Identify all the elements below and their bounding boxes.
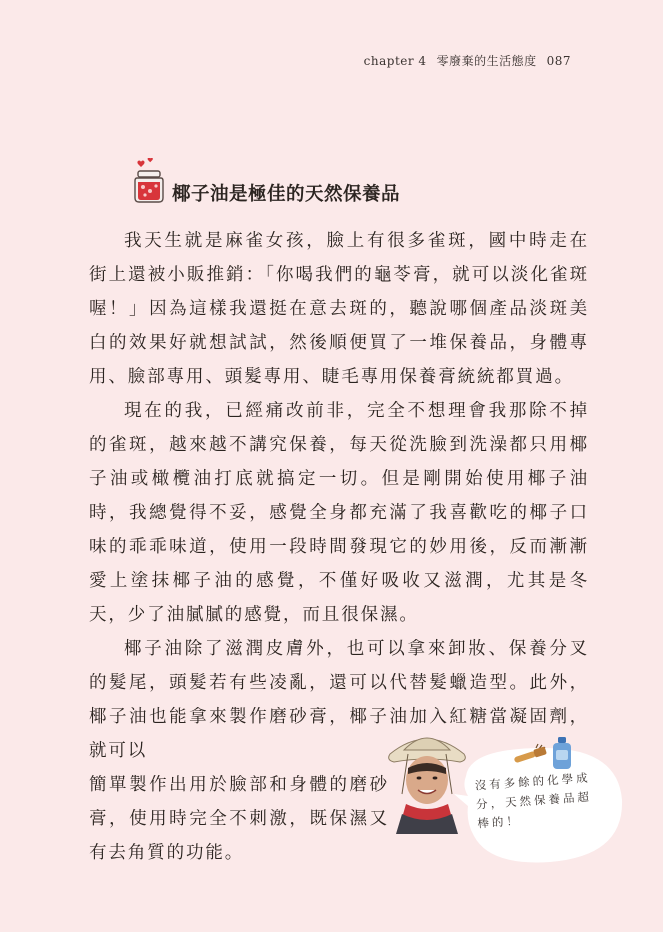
section-title: 椰子油是極佳的天然保養品: [172, 184, 401, 205]
page-number: 087: [546, 54, 571, 68]
coconut-oil-jar-icon: [128, 158, 168, 204]
paragraph-2: 現在的我，已經痛改前非，完全不想理會我那除不掉的雀斑，越來越不講究保養，每天從洗臉到洗澡都只用椰子油或橄欖油打底就搞定一切。但是剛開始使用椰子油時，我總覺得不妥，感覺全身都充滿了我喜歡吃的椰子口味的乖乖味道，使用一段時間發現它的妙用後，反而漸漸愛上塗抹椰子油的感覺，不僅好吸收又滋潤，尤其是冬天，少了油膩膩的感覺，而且很保濕。: [89, 401, 589, 625]
paragraph-3-continued: 簡單製作出用於臉部和身體的磨砂膏，使用時完全不刺激，既保濕又有去角質的功能。: [89, 775, 389, 863]
lotion-bottle-icon: [550, 736, 574, 770]
paragraph-1: 我天生就是麻雀女孩，臉上有很多雀斑，國中時走在街上還被小販推銷：「你喝我們的龜苓膏，就可以淡化雀斑喔！」因為這樣我還挺在意去斑的，聽說哪個產品淡斑美白的效果好就想試試，然後順便買了一堆保養品，身體專用、臉部專用、頭髮專用、睫毛專用保養膏統統都買過。: [89, 231, 589, 387]
chapter-title: 零廢棄的生活態度: [436, 54, 537, 68]
section-heading: [128, 158, 548, 210]
bubble-text: 沒有多餘的化學成分，天然保養品超棒的！: [474, 770, 593, 831]
chapter-label: chapter 4: [363, 54, 427, 68]
brush-icon: [512, 742, 548, 770]
running-head: [354, 52, 571, 69]
paragraph-3: 椰子油除了滋潤皮膚外，也可以拿來卸妝、保養分叉的髮尾，頭髮若有些凌亂，還可以代替髮蠟造型。此外，椰子油也能拿來製作磨砂膏，椰子油加入紅糖當凝固劑，就可以: [89, 639, 589, 761]
